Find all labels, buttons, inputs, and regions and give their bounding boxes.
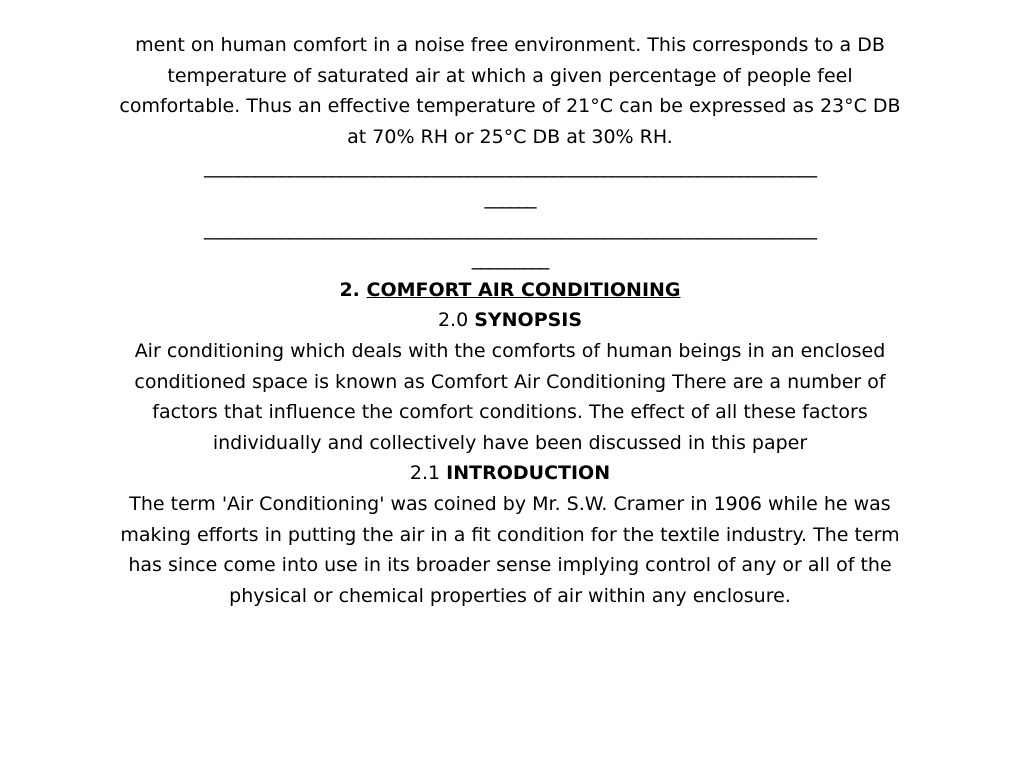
paragraph-line: physical or chemical properties of air within any enclosure.	[229, 584, 791, 607]
chapter-heading	[86, 275, 934, 306]
synopsis-heading	[86, 305, 934, 336]
chapter-number: 2.	[339, 278, 360, 301]
synopsis-paragraph	[86, 336, 934, 458]
paragraph-line: comfortable. Thus an effective temperature of 21°C can be expressed as 23°C DB	[119, 95, 901, 118]
separator-rule-1	[86, 152, 934, 213]
paragraph-line: The term 'Air Conditioning' was coined by Mr. S.W. Cramer in 1906 while he was	[129, 492, 891, 515]
introduction-paragraph	[86, 489, 934, 611]
paragraph-line: at 70% RH or 25°C DB at 30% RH.	[347, 125, 673, 148]
paragraph-line: making efforts in putting the air in a fit condition for the textile industry. The term	[120, 523, 900, 546]
paragraph-line: Air conditioning which deals with the comforts of human beings in an enclosed	[134, 339, 886, 362]
paragraph-line: temperature of saturated air at which a given percentage of people feel	[167, 64, 853, 87]
introduction-title: INTRODUCTION	[446, 462, 611, 485]
slide-content	[86, 30, 934, 611]
paragraph-line: conditioned space is known as Comfort Air Conditioning There are a number of	[134, 370, 886, 393]
synopsis-number: 2.0	[437, 309, 469, 332]
synopsis-title: SYNOPSIS	[474, 309, 583, 332]
separator-line: ________________________________________________________________________	[204, 156, 816, 179]
paragraph-line: factors that influence the comfort conditions. The effect of all these factors	[152, 401, 868, 424]
separator-line: _________	[471, 248, 549, 271]
chapter-title: COMFORT AIR CONDITIONING	[366, 278, 681, 301]
intro-paragraph	[86, 30, 934, 152]
introduction-heading	[86, 458, 934, 489]
introduction-number: 2.1	[409, 462, 441, 485]
separator-rule-2	[86, 214, 934, 275]
paragraph-line: ment on human comfort in a noise free environment. This corresponds to a DB	[135, 34, 885, 56]
paragraph-line: individually and collectively have been discussed in this paper	[212, 431, 808, 454]
separator-line: ______	[484, 186, 536, 209]
paragraph-line: has since come into use in its broader sense implying control of any or all of the	[128, 554, 892, 577]
separator-line: ________________________________________________________________________	[204, 217, 816, 240]
